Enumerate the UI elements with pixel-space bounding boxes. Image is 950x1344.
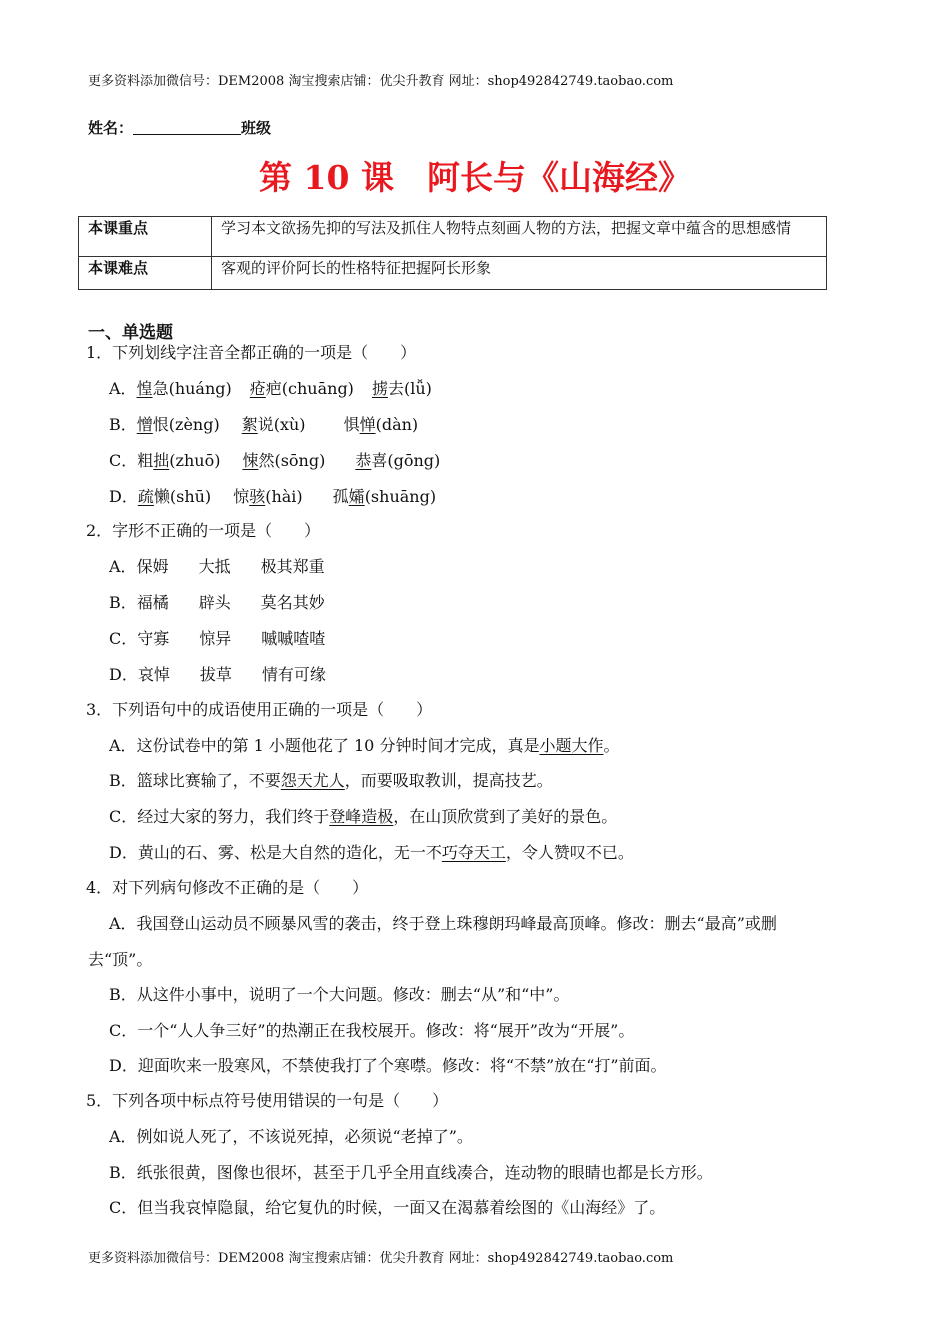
underlined-char: 絮 bbox=[241, 415, 258, 434]
section-title: 一、单选题 bbox=[88, 323, 173, 343]
q4-option-a: A．我国登山运动员不顾暴风雪的袭击，终于登上珠穆朗玛峰最高顶峰。修改：删去“最高”或删 bbox=[109, 914, 777, 933]
sentence-post: 。 bbox=[603, 736, 620, 755]
reading: 懒(shū) bbox=[153, 487, 212, 506]
underlined-char: 疮 bbox=[249, 379, 266, 398]
q1-option-d bbox=[109, 486, 436, 508]
q2-option-d bbox=[109, 664, 326, 686]
reading: (dàn) bbox=[375, 415, 419, 434]
sentence-post: ，而要吸取教训，提高技艺。 bbox=[344, 771, 553, 790]
word: 嘁嘁喳喳 bbox=[261, 629, 326, 648]
option-label: B． bbox=[109, 415, 137, 434]
question-3-stem: 3．下列语句中的成语使用正确的一项是（ ） bbox=[86, 700, 433, 719]
reading: 恨(zèng) bbox=[152, 415, 220, 434]
q1-option-a bbox=[109, 378, 432, 400]
word: 守寡 bbox=[137, 629, 170, 648]
option-label: B． bbox=[109, 771, 137, 790]
underlined-char: 疏 bbox=[137, 487, 154, 506]
option-label: B． bbox=[109, 593, 137, 612]
option-label: D． bbox=[109, 843, 138, 862]
table-row bbox=[79, 257, 827, 290]
question-5-stem: 5．下列各项中标点符号使用错误的一句是（ ） bbox=[86, 1091, 449, 1110]
question-1-stem: 1．下列划线字注音全都正确的一项是（ ） bbox=[86, 343, 417, 362]
sentence-pre: 这份试卷中的第 1 小题他花了 10 分钟时间才完成，真是 bbox=[136, 736, 540, 755]
option-label: A． bbox=[109, 379, 137, 398]
sentence-pre: 篮球比赛输了，不要 bbox=[136, 771, 281, 790]
q4-option-a-continued: 去“顶”。 bbox=[88, 950, 153, 969]
reading: 急(huáng) bbox=[152, 379, 232, 398]
word: 莫名其妙 bbox=[260, 593, 325, 612]
plain-char: 惊 bbox=[233, 487, 250, 506]
q2-option-a bbox=[109, 556, 325, 578]
underlined-char: 惶 bbox=[136, 379, 153, 398]
word: 保姆 bbox=[136, 557, 169, 576]
q5-option-c: C．但当我哀悼隐鼠，给它复仇的时候，一面又在渴慕着绘图的《山海经》了。 bbox=[109, 1198, 666, 1217]
plain-char: 粗 bbox=[137, 451, 154, 470]
idiom: 小题大作 bbox=[539, 736, 604, 755]
underlined-char: 惮 bbox=[359, 415, 376, 434]
reading: (shuāng) bbox=[364, 487, 437, 506]
word: 福橘 bbox=[136, 593, 169, 612]
q5-option-b: B．纸张很黄，图像也很坏，甚至于几乎全用直线凑合，连动物的眼睛也都是长方形。 bbox=[109, 1163, 713, 1182]
word: 拔草 bbox=[199, 665, 232, 684]
option-label: A． bbox=[109, 736, 137, 755]
question-4-stem: 4．对下列病句修改不正确的是（ ） bbox=[86, 878, 369, 897]
option-label: C． bbox=[109, 629, 138, 648]
objective-key: 本课重点 bbox=[79, 217, 212, 257]
option-label: D． bbox=[109, 665, 138, 684]
lesson-title: 第 10 课 阿长与《山海经》 bbox=[259, 158, 691, 197]
objective-value: 学习本文欲扬先抑的写法及抓住人物特点刻画人物的方法，把握文章中蕴含的思想感情 bbox=[212, 217, 827, 257]
option-label: A． bbox=[109, 557, 137, 576]
name-blank bbox=[133, 120, 241, 135]
plain-char: 惧 bbox=[343, 415, 360, 434]
word: 辟头 bbox=[198, 593, 231, 612]
word: 惊异 bbox=[199, 629, 232, 648]
reading: (zhuō) bbox=[169, 451, 221, 470]
idiom: 登峰造极 bbox=[329, 807, 394, 826]
q3-option-c bbox=[109, 806, 617, 828]
option-label: C． bbox=[109, 807, 138, 826]
q3-option-b bbox=[109, 770, 553, 792]
underlined-char: 悚 bbox=[242, 451, 259, 470]
footer-note: 更多资料添加微信号：DEM2008 淘宝搜索店铺：优尖升教育 网址：shop492842749.taobao.com bbox=[88, 1251, 674, 1266]
q4-option-b: B．从这件小事中，说明了一个大问题。修改：删去“从”和“中”。 bbox=[109, 985, 570, 1004]
student-info bbox=[88, 117, 271, 138]
underlined-char: 掳 bbox=[371, 379, 388, 398]
underlined-char: 拙 bbox=[153, 451, 170, 470]
q3-option-d bbox=[109, 842, 634, 864]
sentence-pre: 黄山的石、雾、松是大自然的造化，无一不 bbox=[137, 843, 442, 862]
plain-char: 孤 bbox=[332, 487, 349, 506]
q4-option-c: C．一个“人人争三好”的热潮正在我校展开。修改：将“展开”改为“开展”。 bbox=[109, 1021, 635, 1040]
table-row bbox=[79, 217, 827, 257]
reading: 去(lǚ) bbox=[387, 379, 432, 398]
underlined-char: 恭 bbox=[355, 451, 372, 470]
reading: 疤(chuāng) bbox=[265, 379, 354, 398]
objective-value: 客观的评价阿长的性格特征把握阿长形象 bbox=[212, 257, 827, 290]
sentence-pre: 经过大家的努力，我们终于 bbox=[137, 807, 330, 826]
class-label: 班级 bbox=[241, 119, 272, 137]
q1-option-c bbox=[109, 450, 440, 472]
sentence-post: ，在山顶欣赏到了美好的景色。 bbox=[393, 807, 618, 826]
header-note: 更多资料添加微信号：DEM2008 淘宝搜索店铺：优尖升教育 网址：shop492842749.taobao.com bbox=[88, 74, 674, 89]
reading: 说(xù) bbox=[257, 415, 306, 434]
word: 情有可缘 bbox=[261, 665, 326, 684]
option-label: C． bbox=[109, 451, 138, 470]
word: 大抵 bbox=[198, 557, 231, 576]
reading: 然(sōng) bbox=[258, 451, 326, 470]
objective-key: 本课难点 bbox=[79, 257, 212, 290]
q2-option-c bbox=[109, 628, 325, 650]
question-2-stem: 2．字形不正确的一项是（ ） bbox=[86, 521, 321, 540]
idiom: 巧夺天工 bbox=[441, 843, 506, 862]
option-label: D． bbox=[109, 487, 138, 506]
word: 极其郑重 bbox=[260, 557, 325, 576]
q4-option-d: D．迎面吹来一股寒风，不禁使我打了个寒噤。修改：将“不禁”放在“打”前面。 bbox=[109, 1056, 667, 1075]
reading: (hài) bbox=[265, 487, 303, 506]
idiom: 怨天尤人 bbox=[280, 771, 345, 790]
underlined-char: 孀 bbox=[348, 487, 365, 506]
q2-option-b bbox=[109, 592, 325, 614]
q1-option-b bbox=[109, 414, 418, 436]
sentence-post: ，令人赞叹不已。 bbox=[505, 843, 634, 862]
q5-option-a: A．例如说人死了，不该说死掉，必须说“老掉了”。 bbox=[109, 1127, 473, 1146]
underlined-char: 憎 bbox=[136, 415, 153, 434]
reading: 喜(gōng) bbox=[371, 451, 441, 470]
objectives-table bbox=[78, 216, 827, 290]
name-label: 姓名： bbox=[88, 119, 134, 137]
word: 哀悼 bbox=[137, 665, 170, 684]
underlined-char: 骇 bbox=[249, 487, 266, 506]
q3-option-a bbox=[109, 735, 619, 757]
